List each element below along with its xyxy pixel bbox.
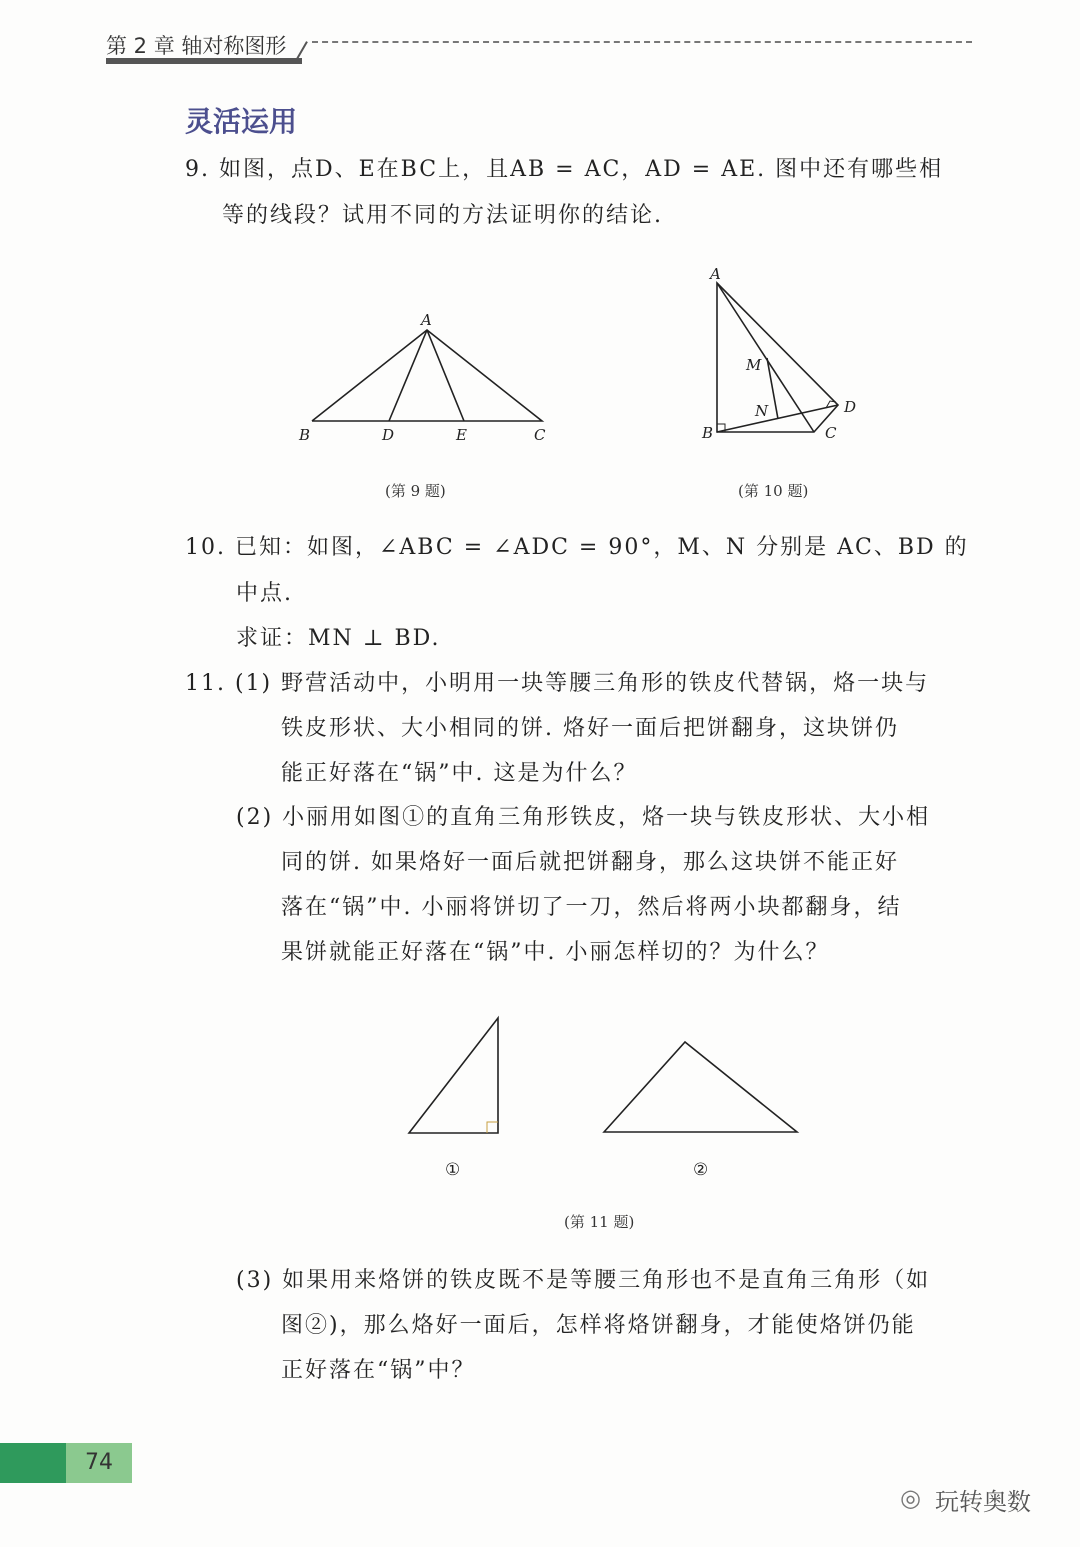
wechat-icon: ◎ bbox=[900, 1484, 921, 1512]
q11-caption: (第 11 题) bbox=[564, 1213, 635, 1231]
q11-p2-line: 果饼就能正好落在“锅”中. 小丽怎样切的？为什么？ bbox=[281, 940, 830, 965]
q11-p2-line: 同的饼. 如果烙好一面后就把饼翻身，那么这块饼不能正好 bbox=[281, 850, 899, 875]
fig1-label: ① bbox=[445, 1160, 461, 1180]
label-B: B bbox=[702, 424, 714, 442]
q9-line: 9. 如图，点D、E在BC上，且AB = AC，AD = AE. 图中还有哪些相 bbox=[185, 157, 944, 182]
label-D: D bbox=[382, 426, 395, 444]
fig2-label: ② bbox=[693, 1160, 709, 1180]
label-N: N bbox=[755, 402, 769, 420]
q9-caption: (第 9 题) bbox=[385, 482, 446, 500]
page-number: 74 bbox=[66, 1443, 132, 1483]
label-A: A bbox=[710, 265, 721, 283]
label-E: E bbox=[456, 426, 467, 444]
q10-caption: (第 10 题) bbox=[738, 482, 809, 500]
chapter-header: 第 2 章 轴对称图形 bbox=[106, 34, 287, 58]
section-title: 灵活运用 bbox=[185, 105, 298, 138]
q11-p2-line: 落在“锅”中. 小丽将饼切了一刀，然后将两小块都翻身，结 bbox=[281, 895, 902, 920]
q11-p3-line: 正好落在“锅”中？ bbox=[281, 1358, 476, 1383]
label-C: C bbox=[534, 426, 546, 444]
figure-q9 bbox=[312, 330, 542, 421]
q10-line: 中点. bbox=[236, 581, 293, 606]
figure-q10 bbox=[717, 283, 838, 432]
q11-p3-line: (3) 如果用来烙饼的铁皮既不是等腰三角形也不是直角三角形（如 bbox=[236, 1268, 931, 1293]
q11-p1-line: 能正好落在“锅”中. 这是为什么？ bbox=[281, 761, 638, 786]
q11-p1-line: 铁皮形状、大小相同的饼. 烙好一面后把饼翻身，这块饼仍 bbox=[281, 716, 899, 741]
figure-q11 bbox=[409, 1018, 797, 1133]
q11-p2-line: (2) 小丽用如图①的直角三角形铁皮，烙一块与铁皮形状、大小相 bbox=[236, 805, 931, 830]
label-B: B bbox=[299, 426, 311, 444]
label-A: A bbox=[421, 311, 432, 329]
q10-line: 求证：MN ⊥ BD. bbox=[236, 626, 441, 651]
q11-p3-line: 图②)，那么烙好一面后，怎样将烙饼翻身，才能使烙饼仍能 bbox=[281, 1313, 916, 1338]
label-M: M bbox=[746, 356, 762, 374]
label-D: D bbox=[844, 398, 857, 416]
label-C: C bbox=[825, 424, 837, 442]
q9-line: 等的线段？试用不同的方法证明你的结论. bbox=[222, 203, 663, 228]
q11-p1-line: 11. (1) 野营活动中，小明用一块等腰三角形的铁皮代替锅，烙一块与 bbox=[185, 671, 930, 696]
watermark: 玩转奥数 bbox=[935, 1488, 1031, 1516]
q10-line: 10. 已知：如图，∠ABC = ∠ADC = 90°，M、N 分别是 AC、BD 的 bbox=[185, 535, 969, 560]
